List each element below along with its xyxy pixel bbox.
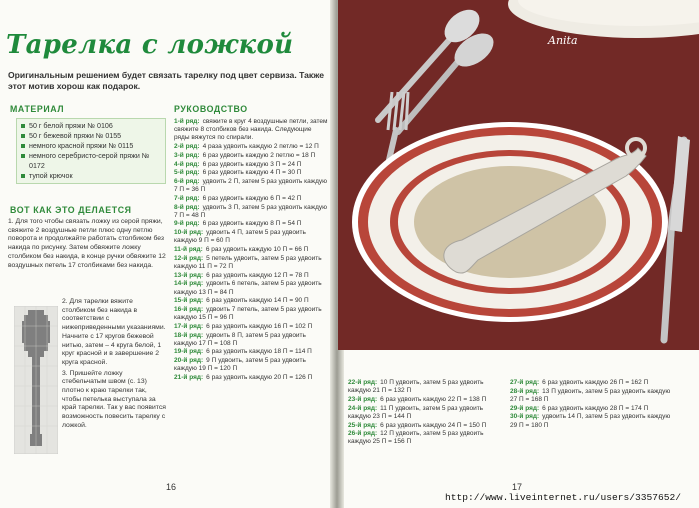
row-text: удвоить 14 П, затем 5 раз удвоить каждую 29 П = 180 П: [510, 413, 671, 429]
row-text: 6 раз удвоить каждую 12 П = 78 П: [206, 271, 309, 279]
plate-illustration: [338, 0, 699, 350]
row-text: удвоить 6 петель, затем 5 раз удвоить каждую 13 П = 84 П: [174, 280, 322, 296]
row-text: 6 раз удвоить каждую 2 петлю = 18 П: [202, 151, 316, 159]
row-text: 6 раз удвоить каждую 3 П = 24 П: [202, 160, 302, 168]
row-number: 11-й ряд:: [174, 246, 203, 254]
row-text: 6 раз удвоить каждую 10 П = 66 П: [205, 246, 309, 254]
row-text: 10 П удвоить, затем 5 раз удвоить каждую 21 П = 132 П: [348, 379, 484, 395]
row-number: 13-й ряд:: [174, 271, 204, 279]
row-instruction: [174, 357, 328, 373]
materials-box: [16, 118, 166, 184]
row-instruction: [174, 169, 328, 177]
row-number: 29-й ряд:: [510, 404, 540, 412]
row-instruction: [174, 323, 328, 331]
row-instruction: [174, 255, 328, 271]
step-1: 1. Для того чтобы связать ложку из серой пряжи, свяжите 2 воздушные петли плюс одну петлю поворота и продолжайте работать столбиком без накида по рисунку. Затем обвяжите ложку столбиком без накида, в конце ручки обвяжите 12 воздушных петель 17 столбиками без накида.: [8, 218, 166, 269]
material-item: немного серебристо-серой пряжи № 0172: [17, 151, 165, 171]
row-number: 7-й ряд:: [174, 194, 200, 202]
row-number: 2-й ряд:: [174, 143, 200, 151]
row-text: 12 П удвоить, затем 5 раз удвоить каждую 25 П = 156 П: [348, 430, 484, 446]
row-number: 16-й ряд:: [174, 305, 204, 313]
row-number: 10-й ряд:: [174, 229, 204, 237]
row-instruction: [174, 272, 328, 280]
rows-list-right-1: [348, 379, 502, 447]
row-instruction: [348, 430, 502, 446]
row-number: 30-й ряд:: [510, 413, 540, 421]
row-instruction: [348, 422, 502, 430]
row-number: 22-й ряд:: [348, 379, 378, 386]
row-instruction: [174, 297, 328, 305]
row-instruction: [174, 204, 328, 220]
row-number: 25-й ряд:: [348, 421, 378, 429]
steps-text: [8, 218, 166, 272]
row-instruction: [174, 220, 328, 228]
row-instruction: [174, 143, 328, 151]
material-item: 50 г белой пряжи № 0106: [17, 121, 165, 131]
row-number: 20-й ряд:: [174, 357, 204, 365]
row-instruction: [174, 118, 328, 143]
row-text: 6 раз удвоить каждую 22 П = 138 П: [380, 395, 487, 403]
row-instruction: [510, 388, 672, 404]
row-instruction: [174, 332, 328, 348]
row-text: 6 раз удвоить каждую 24 П = 150 П: [380, 421, 487, 429]
row-text: 6 раз удвоить каждую 8 П = 54 П: [202, 220, 302, 228]
row-text: 5 петель удвоить, затем 5 раз удвоить каждую 11 П = 72 П: [174, 254, 322, 270]
row-instruction: [510, 379, 672, 387]
row-text: 4 раза удвоить каждую 2 петлю = 12 П: [202, 143, 319, 151]
page-title: Тарелка с ложкой: [6, 30, 294, 60]
row-instruction: [174, 161, 328, 169]
intro-text: Оригинальным решением будет связать тарелку под цвет сервиза. Также этот мотив хорош как подарок.: [8, 70, 324, 91]
row-text: 11 П удвоить, затем 5 раз удвоить каждую 23 П = 144 П: [348, 404, 484, 420]
row-instruction: [174, 195, 328, 203]
row-number: 19-й ряд:: [174, 348, 204, 356]
steps-text-2: [62, 298, 166, 433]
row-text: 6 раз удвоить каждую 6 П = 42 П: [202, 194, 302, 202]
row-instruction: [174, 306, 328, 322]
row-instruction: [174, 178, 328, 194]
watermark: Anita: [548, 34, 578, 47]
materials-heading: МАТЕРИАЛ: [10, 104, 65, 114]
source-url[interactable]: http://www.liveinternet.ru/users/3357652/: [445, 492, 682, 503]
row-text: 6 раз удвоить каждую 16 П = 102 П: [206, 322, 313, 330]
row-instruction: [348, 396, 502, 404]
row-instruction: [510, 405, 672, 413]
row-text: 6 раз удвоить каждую 26 П = 162 П: [542, 379, 649, 386]
row-instruction: [174, 152, 328, 160]
row-instruction: [174, 374, 328, 382]
row-text: свяжите в круг 4 воздушные петли, затем свяжите 8 столбиков без накида. Следующие ряды вяжутся по спирали.: [174, 118, 328, 142]
guide-heading: РУКОВОДСТВО: [174, 104, 248, 114]
row-number: 27-й ряд:: [510, 379, 540, 386]
row-number: 12-й ряд:: [174, 254, 204, 262]
row-number: 8-й ряд:: [174, 203, 200, 211]
row-instruction: [174, 229, 328, 245]
row-text: удвоить 7 петель, затем 5 раз удвоить каждую 15 П = 96 П: [174, 305, 322, 322]
material-item: 50 г бежевой пряжи № 0155: [17, 131, 165, 141]
row-number: 17-й ряд:: [174, 322, 204, 330]
step-2: 2. Для тарелки вяжите столбиком без накида в соответствии с нижеприведенными указаниями. Начните с 17 кругов бежевой нитью, затем – 4 круга белой, 1 круг красной и в завершение 2 круга красной.: [62, 298, 166, 366]
row-number: 14-й ряд:: [174, 280, 204, 288]
material-item: немного красной пряжи № 0115: [17, 141, 165, 151]
row-text: удвоить 8 П, затем 5 раз удвоить каждую 17 П = 108 П: [174, 331, 306, 347]
row-number: 1-й ряд:: [174, 118, 200, 125]
plate-photo: [338, 0, 699, 350]
row-text: 9 П удвоить, затем 5 раз удвоить каждую 19 П = 120 П: [174, 357, 306, 373]
page-number-right: 17: [512, 482, 523, 492]
material-item: тупой крючок: [17, 171, 165, 181]
row-number: 26-й ряд:: [348, 430, 378, 438]
row-number: 6-й ряд:: [174, 177, 200, 185]
row-text: 6 раз удвоить каждую 20 П = 126 П: [206, 374, 313, 382]
row-instruction: [348, 405, 502, 421]
row-number: 5-й ряд:: [174, 169, 200, 177]
row-instruction: [174, 246, 328, 254]
row-number: 24-й ряд:: [348, 404, 378, 412]
row-text: удвоить 2 П, затем 5 раз удвоить каждую 7 П = 36 П: [174, 177, 327, 194]
row-number: 4-й ряд:: [174, 160, 200, 168]
page-number-left: 16: [166, 482, 177, 492]
row-instruction: [174, 348, 328, 356]
row-instruction: [348, 379, 502, 395]
rows-list-right-2: [510, 379, 672, 430]
row-text: удвоить 4 П, затем 5 раз удвоить каждую 9 П = 60 П: [174, 229, 306, 245]
row-number: 28-й ряд:: [510, 387, 540, 395]
row-number: 23-й ряд:: [348, 395, 378, 403]
row-text: 6 раз удвоить каждую 18 П = 114 П: [206, 348, 312, 356]
row-number: 3-й ряд:: [174, 151, 200, 159]
row-number: 15-й ряд:: [174, 297, 204, 305]
row-text: 6 раз удвоить каждую 28 П = 174 П: [542, 404, 649, 412]
rows-list: [174, 118, 328, 383]
row-instruction: [174, 280, 328, 296]
row-text: удвоить 3 П, затем 5 раз удвоить каждую 7 П = 48 П: [174, 203, 327, 219]
row-text: 13 П удвоить, затем 5 раз удвоить каждую 27 П = 168 П: [510, 387, 671, 403]
spoon-pattern-chart: [14, 306, 58, 454]
row-text: 6 раз удвоить каждую 14 П = 90 П: [206, 297, 309, 305]
row-number: 18-й ряд:: [174, 331, 204, 339]
row-number: 21-й ряд:: [174, 374, 204, 382]
row-instruction: [510, 413, 672, 429]
how-heading: ВОТ КАК ЭТО ДЕЛАЕТСЯ: [10, 205, 132, 215]
step-3: 3. Пришейте ложку стебельчатым швом (с. 13) плотно к краю тарелки так, чтобы петелька выступала за край тарелки. Так у вас появится возможность повесить тарелку с ложкой.: [62, 369, 166, 429]
row-text: 6 раз удвоить каждую 4 П = 30 П: [202, 169, 302, 177]
row-number: 9-й ряд:: [174, 220, 200, 228]
